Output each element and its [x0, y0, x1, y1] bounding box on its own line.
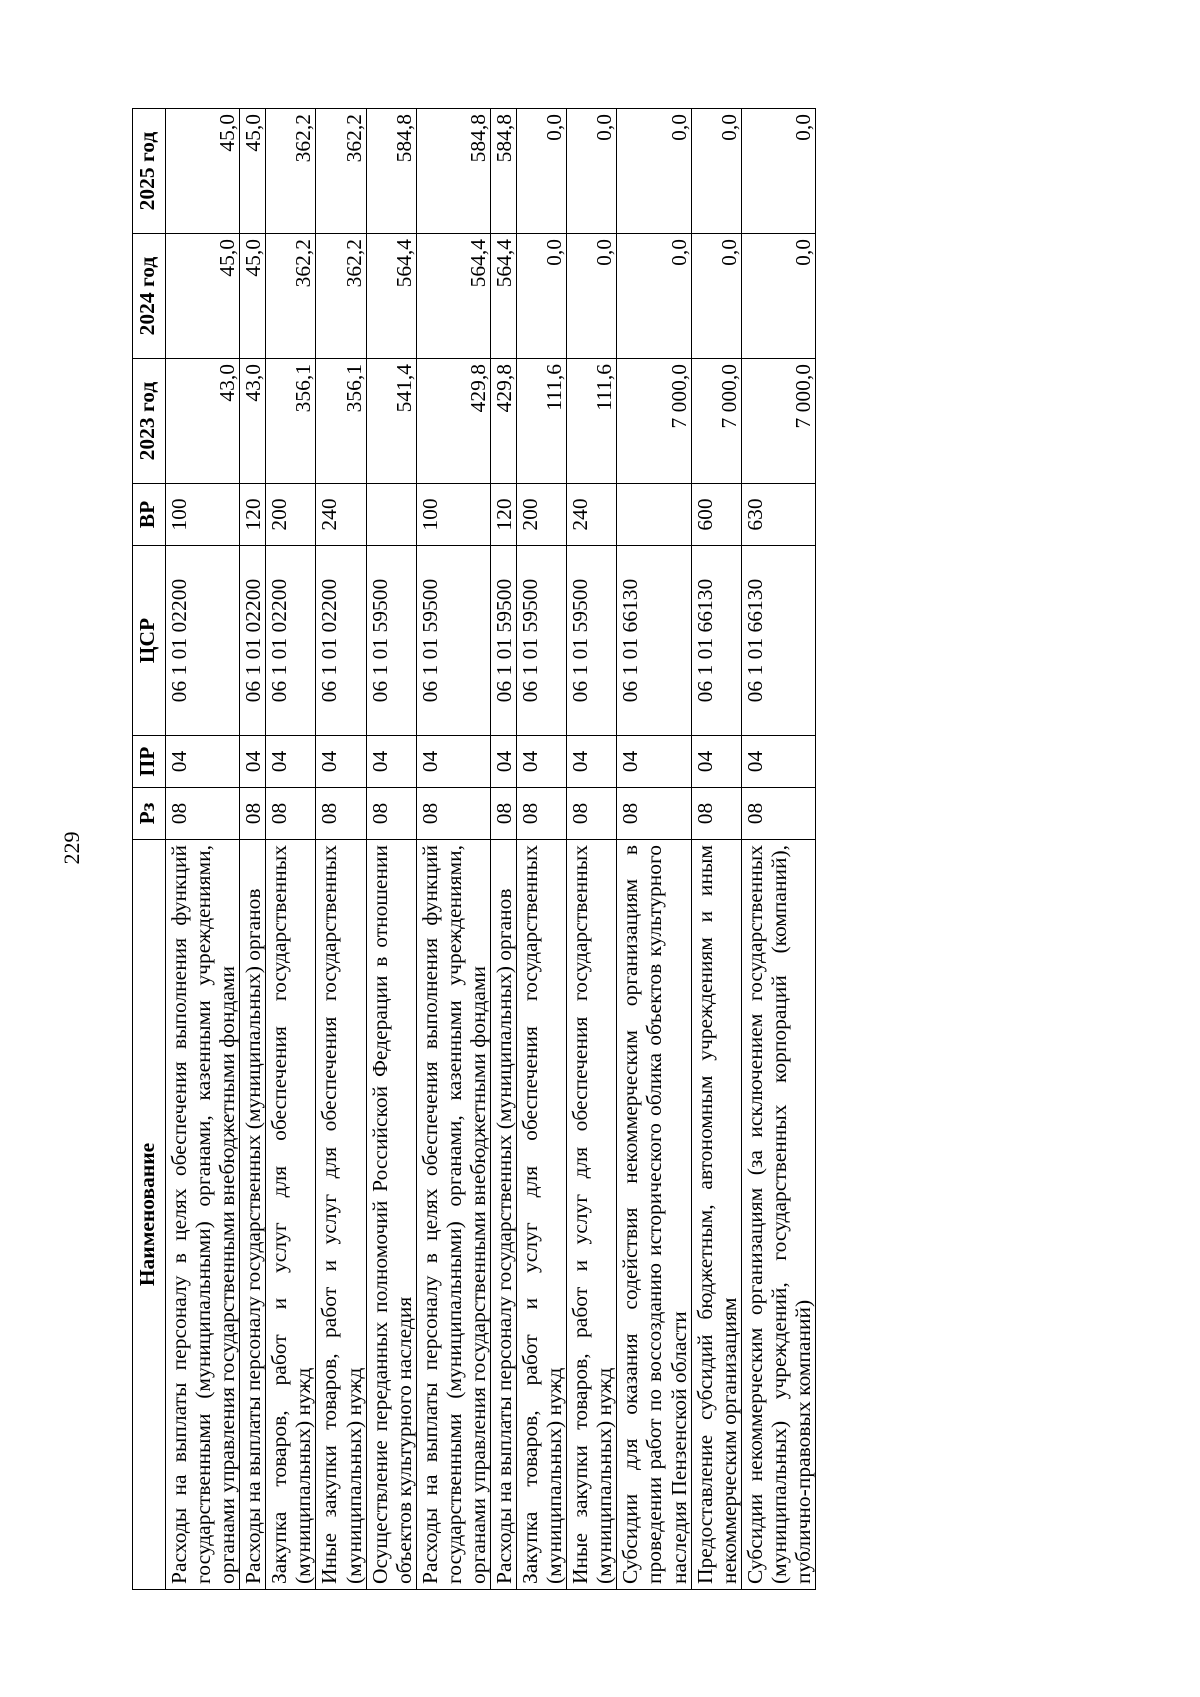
row-2025: 0,0 [691, 109, 741, 234]
row-2025: 0,0 [517, 109, 567, 234]
row-2023: 111,6 [517, 359, 567, 484]
row-csr: 06 1 01 02200 [240, 546, 266, 736]
row-2023: 43,0 [240, 359, 266, 484]
row-csr: 06 1 01 59500 [491, 546, 517, 736]
row-2024: 45,0 [240, 234, 266, 359]
table-row [240, 109, 266, 1590]
row-rz: 08 [517, 788, 567, 840]
row-pr: 04 [517, 736, 567, 788]
row-2024: 0,0 [741, 234, 815, 359]
row-vr: 120 [240, 484, 266, 546]
row-2024: 564,4 [366, 234, 416, 359]
row-pr: 04 [166, 736, 240, 788]
row-name: Осуществление переданных полномочий Российской Федерации в отношении объектов культурного наследия [366, 840, 416, 1590]
row-name: Субсидии некоммерческим организациям (за исключением государственных (муниципальных) учреждений, государственных корпораций (компаний), публично-правовых компаний) [741, 840, 815, 1590]
header-2024: 2024 год [133, 234, 166, 359]
row-csr: 06 1 01 59500 [517, 546, 567, 736]
row-csr: 06 1 01 66130 [617, 546, 691, 736]
row-vr: 240 [567, 484, 617, 546]
row-2025: 584,8 [366, 109, 416, 234]
row-pr: 04 [240, 736, 266, 788]
header-rz: Рз [133, 788, 166, 840]
row-2024: 564,4 [416, 234, 490, 359]
row-pr: 04 [416, 736, 490, 788]
header-2025: 2025 год [133, 109, 166, 234]
row-pr: 04 [491, 736, 517, 788]
row-2023: 43,0 [166, 359, 240, 484]
header-pr: ПР [133, 736, 166, 788]
table-row [416, 109, 490, 1590]
table-row [691, 109, 741, 1590]
row-2024: 564,4 [491, 234, 517, 359]
row-2024: 0,0 [617, 234, 691, 359]
table-row [617, 109, 691, 1590]
row-2024: 0,0 [691, 234, 741, 359]
row-name: Субсидии для оказания содействия некоммерческим организациям в проведении работ по воссозданию исторического облика объектов культурного наследия Пензенской области [617, 840, 691, 1590]
row-2025: 0,0 [741, 109, 815, 234]
row-csr: 06 1 01 66130 [691, 546, 741, 736]
row-csr: 06 1 01 59500 [567, 546, 617, 736]
row-2024: 362,2 [316, 234, 366, 359]
row-pr: 04 [316, 736, 366, 788]
header-csr: ЦСР [133, 546, 166, 736]
row-rz: 08 [366, 788, 416, 840]
row-csr: 06 1 01 59500 [416, 546, 490, 736]
row-name: Расходы на выплаты персоналу в целях обеспечения выполнения функций государственными (муниципальными) органами, казенными учреждениями, органами управления государственными внебюджетными фондами [416, 840, 490, 1590]
row-2025: 584,8 [416, 109, 490, 234]
row-name: Закупка товаров, работ и услуг для обеспечения государственных (муниципальных) нужд [266, 840, 316, 1590]
row-vr [617, 484, 691, 546]
table-row [366, 109, 416, 1590]
table-row [166, 109, 240, 1590]
row-rz: 08 [240, 788, 266, 840]
row-vr [366, 484, 416, 546]
row-vr: 600 [691, 484, 741, 546]
row-rz: 08 [316, 788, 366, 840]
row-2025: 584,8 [491, 109, 517, 234]
row-name: Предоставление субсидий бюджетным, автономным учреждениям и иным некоммерческим организациям [691, 840, 741, 1590]
row-name: Расходы на выплаты персоналу государственных (муниципальных) органов [240, 840, 266, 1590]
row-2025: 0,0 [617, 109, 691, 234]
row-csr: 06 1 01 02200 [316, 546, 366, 736]
table-row [491, 109, 517, 1590]
row-2024: 45,0 [166, 234, 240, 359]
row-pr: 04 [617, 736, 691, 788]
row-pr: 04 [366, 736, 416, 788]
row-rz: 08 [691, 788, 741, 840]
table-row [517, 109, 567, 1590]
header-row [133, 109, 166, 1590]
row-rz: 08 [617, 788, 691, 840]
row-2025: 0,0 [567, 109, 617, 234]
row-2024: 0,0 [567, 234, 617, 359]
header-2023: 2023 год [133, 359, 166, 484]
row-rz: 08 [741, 788, 815, 840]
row-name: Закупка товаров, работ и услуг для обеспечения государственных (муниципальных) нужд [517, 840, 567, 1590]
row-csr: 06 1 01 02200 [266, 546, 316, 736]
row-2023: 356,1 [316, 359, 366, 484]
row-2023: 356,1 [266, 359, 316, 484]
row-2023: 429,8 [416, 359, 490, 484]
row-name: Иные закупки товаров, работ и услуг для обеспечения государственных (муниципальных) нужд [316, 840, 366, 1590]
row-rz: 08 [266, 788, 316, 840]
table-row [316, 109, 366, 1590]
table-row [567, 109, 617, 1590]
header-name: Наименование [133, 840, 166, 1590]
row-pr: 04 [567, 736, 617, 788]
row-csr: 06 1 01 59500 [366, 546, 416, 736]
row-name: Расходы на выплаты персоналу в целях обеспечения выполнения функций государственными (муниципальными) органами, казенными учреждениями, органами управления государственными внебюджетными фондами [166, 840, 240, 1590]
row-name: Иные закупки товаров, работ и услуг для обеспечения государственных (муниципальных) нужд [567, 840, 617, 1590]
row-2025: 45,0 [240, 109, 266, 234]
row-csr: 06 1 01 66130 [741, 546, 815, 736]
row-pr: 04 [691, 736, 741, 788]
row-2023: 7 000,0 [617, 359, 691, 484]
row-rz: 08 [166, 788, 240, 840]
row-name: Расходы на выплаты персоналу государственных (муниципальных) органов [491, 840, 517, 1590]
row-vr: 630 [741, 484, 815, 546]
row-rz: 08 [491, 788, 517, 840]
table-row [266, 109, 316, 1590]
page-number: 229 [59, 831, 84, 865]
rotated-table-wrapper [132, 108, 1066, 1590]
row-2024: 0,0 [517, 234, 567, 359]
row-2023: 7 000,0 [741, 359, 815, 484]
row-vr: 100 [166, 484, 240, 546]
row-pr: 04 [266, 736, 316, 788]
row-pr: 04 [741, 736, 815, 788]
row-vr: 200 [517, 484, 567, 546]
table-row [741, 109, 815, 1590]
row-2023: 7 000,0 [691, 359, 741, 484]
row-2025: 45,0 [166, 109, 240, 234]
row-vr: 100 [416, 484, 490, 546]
row-vr: 200 [266, 484, 316, 546]
row-2023: 541,4 [366, 359, 416, 484]
budget-table [132, 108, 816, 1590]
row-rz: 08 [567, 788, 617, 840]
row-vr: 240 [316, 484, 366, 546]
row-2024: 362,2 [266, 234, 316, 359]
row-2023: 111,6 [567, 359, 617, 484]
row-2025: 362,2 [316, 109, 366, 234]
row-rz: 08 [416, 788, 490, 840]
header-vr: ВР [133, 484, 166, 546]
row-vr: 120 [491, 484, 517, 546]
row-2023: 429,8 [491, 359, 517, 484]
row-csr: 06 1 01 02200 [166, 546, 240, 736]
row-2025: 362,2 [266, 109, 316, 234]
